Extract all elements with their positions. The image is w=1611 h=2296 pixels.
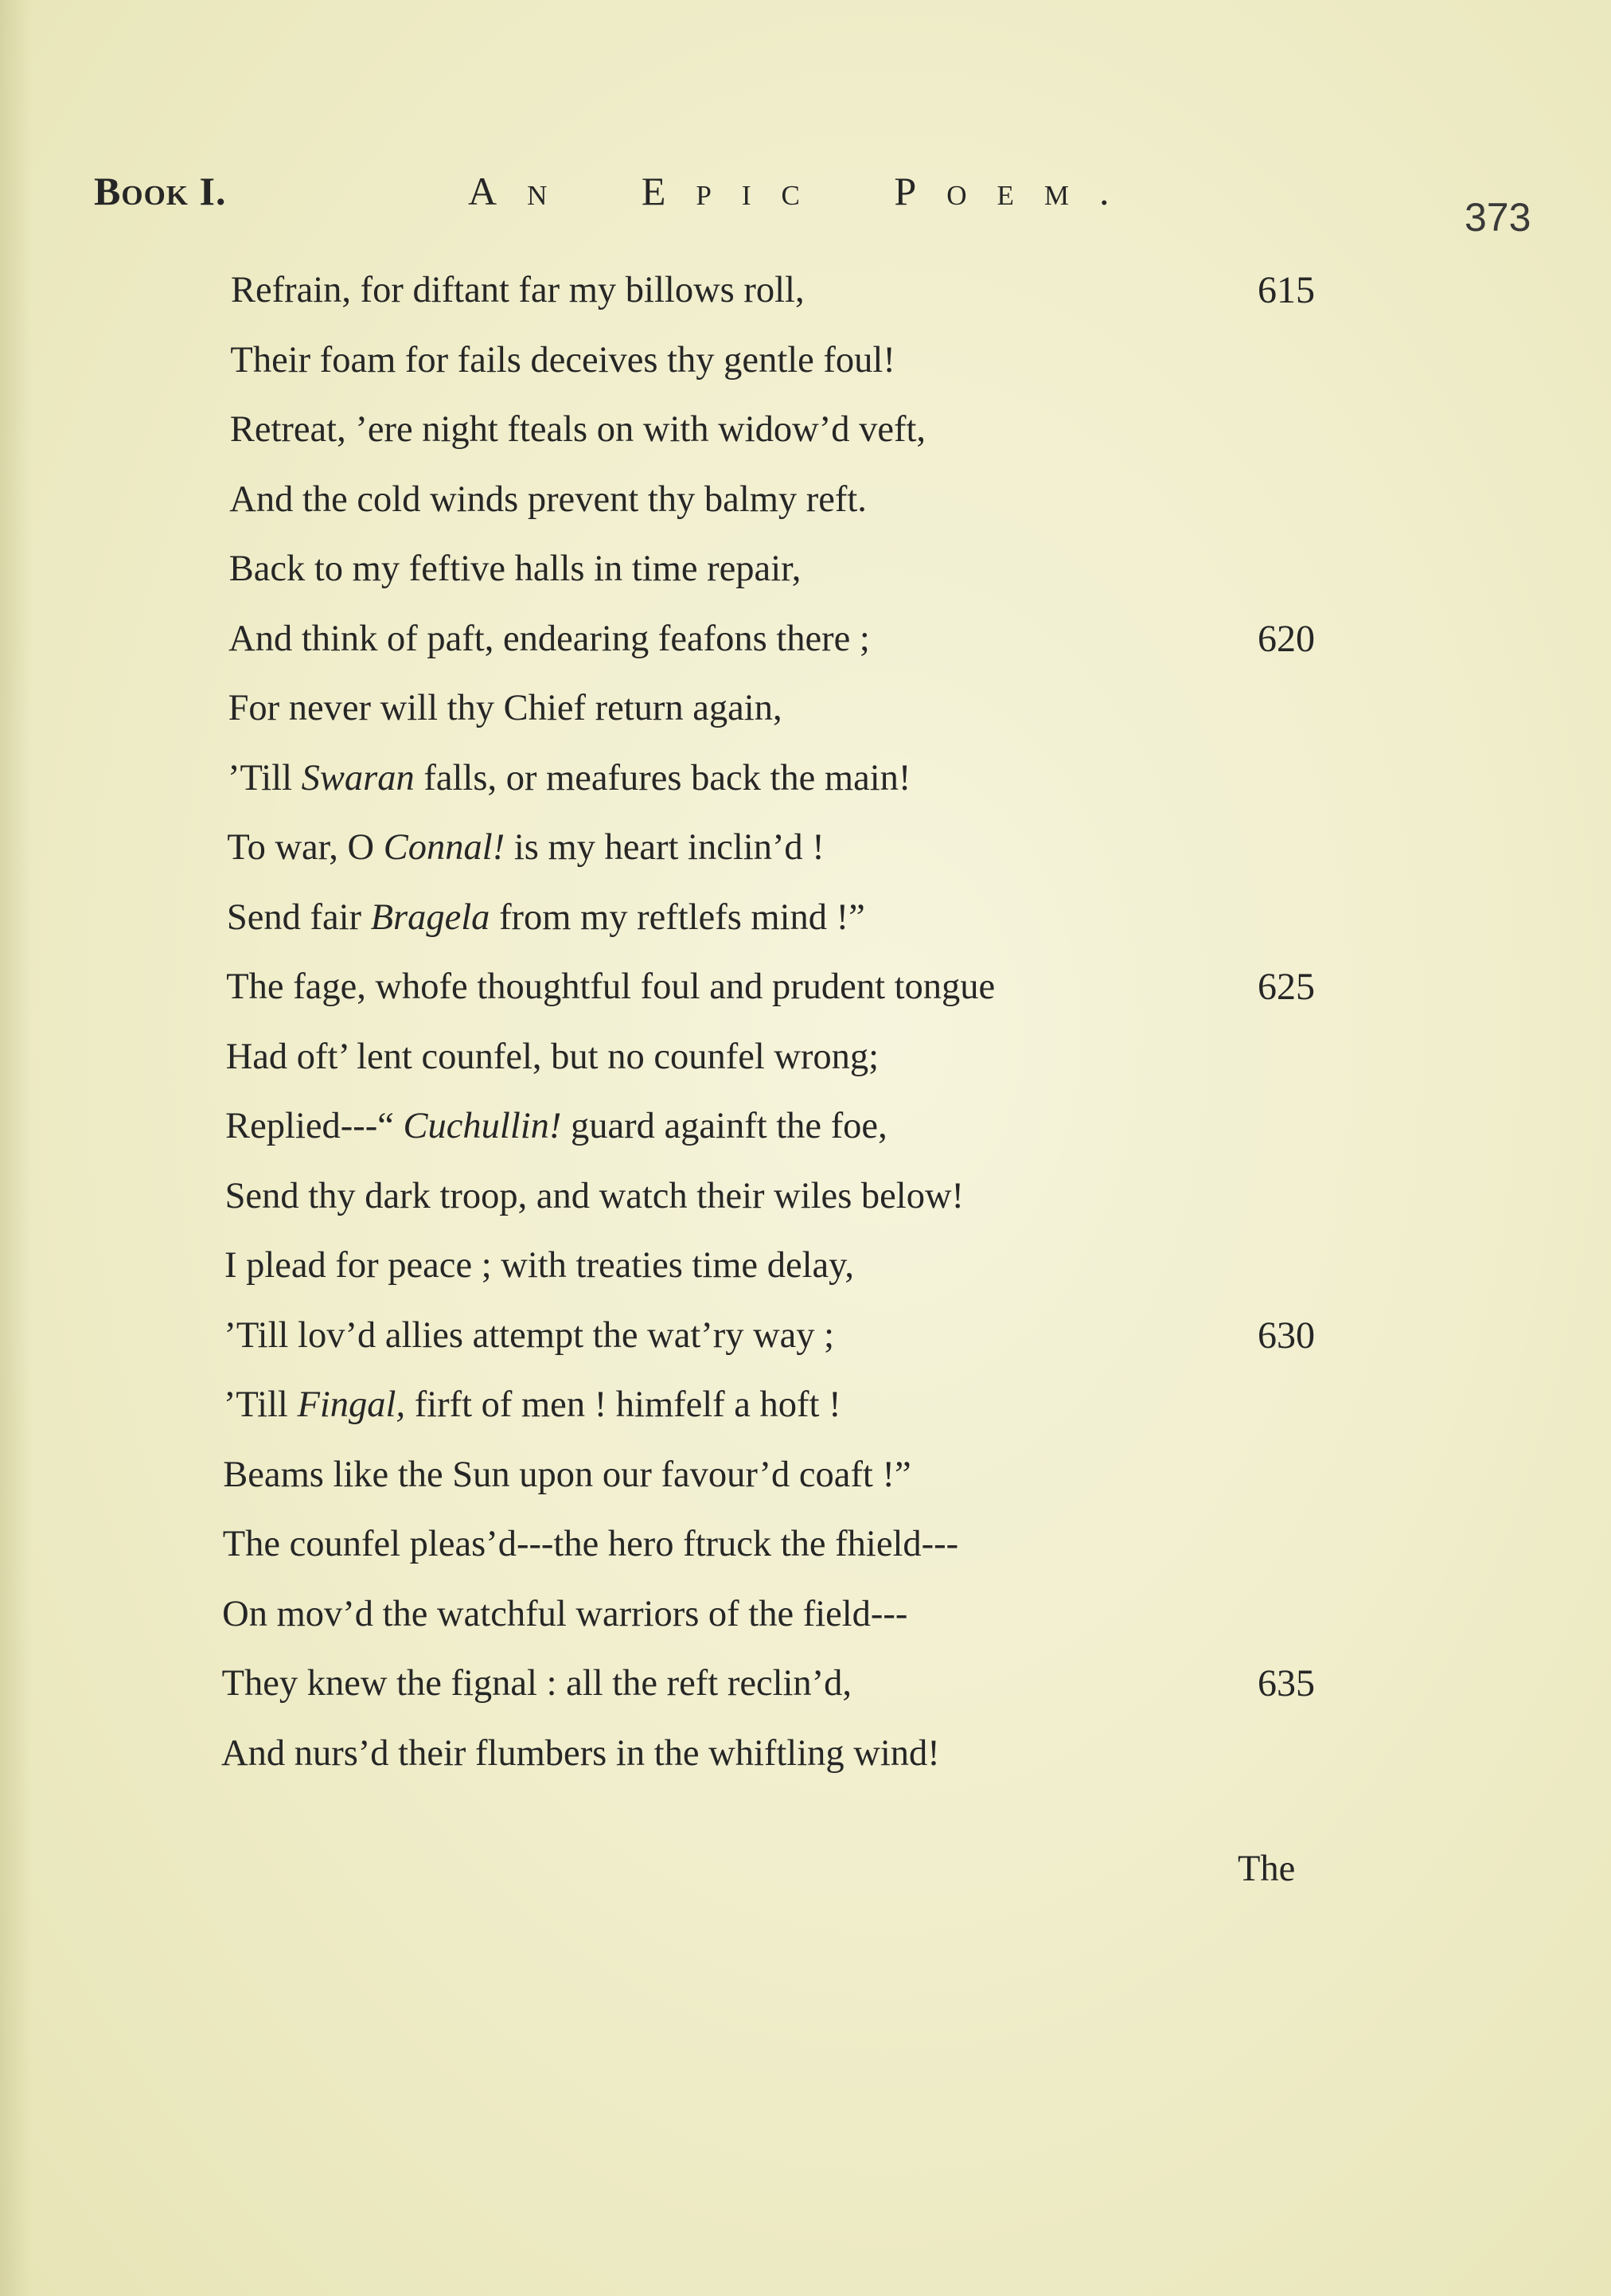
verse-segment: Retreat, ’ere night fteals on with widow’d veft, [229,409,926,450]
verse-italic-segment: Bragela [370,896,490,938]
running-head-title: An Epic Poem. [468,169,1140,213]
verse-segment: And the cold winds prevent thy balmy reft. [229,478,867,520]
running-head [94,163,1447,219]
verse-line [230,337,895,385]
line-number: 635 [1258,1662,1315,1704]
verse-segment: Had oft’ lent counfel, but no counfel wrong; [225,1036,880,1077]
verse-segment: ’Till [228,757,302,799]
running-head-book: Book I. [94,169,227,213]
verse-segment: On mov’d the watchful warriors of the field--- [222,1593,908,1634]
verse-segment: To war, O [227,827,384,868]
verse-segment: The counfel pleas’d---the hero ftruck the fhield--- [222,1524,959,1564]
verse-segment: guard againft the foe, [561,1106,887,1146]
verse-line [222,1660,852,1708]
verse-segment: I plead for peace ; with treaties time delay, [224,1245,854,1286]
verse-italic-segment: Fingal, [297,1384,406,1425]
verse-line [224,1381,841,1429]
verse-segment: Refrain, for diftant far my billows roll, [231,270,805,310]
verse-italic-segment: Swaran [301,757,415,799]
verse-segment: Back to my feftive halls in time repair, [228,549,802,589]
verse-line [229,476,867,524]
verse-line [225,1103,887,1150]
page-number: 373 [1465,195,1531,240]
verse-segment: Send thy dark troop, and watch their wiles below! [224,1175,965,1216]
line-number: 630 [1258,1314,1315,1357]
verse-segment: from my reftlefs mind !” [490,896,865,938]
verse-line [226,1033,879,1081]
verse-line [228,685,782,732]
verse-line [221,1730,940,1778]
verse-line [228,755,911,802]
verse-segment: firft of men ! himfelf a hoft ! [405,1384,841,1425]
verse-segment: They knew the fignal : all the reft reclin’d, [221,1663,852,1704]
verse-segment: And think of paft, endearing feafons there ; [228,618,870,659]
verse-line [230,406,926,454]
verse-segment: Replied---“ [225,1106,404,1146]
verse-line [222,1591,907,1638]
line-number: 615 [1258,269,1315,311]
verse-line [229,545,802,593]
verse-segment: falls, or meafures back the main! [414,757,911,799]
verse-line [223,1521,958,1568]
verse-line [228,615,870,663]
verse-italic-segment: Cuchullin! [403,1106,562,1146]
verse-segment: ’Till [223,1384,298,1425]
verse-line [223,1451,911,1499]
verse-line [227,894,865,942]
verse-line [227,824,824,872]
verse-line [224,1312,834,1360]
page-gutter-shadow [0,0,32,2296]
verse-segment: The fage, whofe thoughtful foul and prudent tongue [226,966,996,1007]
verse-line [231,267,805,314]
verse-italic-segment: Connal! [383,827,505,868]
verse-line [225,1173,964,1220]
verse-segment: Send fair [226,896,371,938]
verse-segment: And nurs’d their flumbers in the whiftling wind! [221,1732,940,1774]
catchword: The [1238,1849,1296,1889]
line-number: 620 [1258,617,1315,660]
verse-segment: For never will thy Chief return again, [228,688,782,728]
verse-line [224,1242,854,1290]
verse-segment: Their foam for fails deceives thy gentle foul! [230,339,895,381]
verse-segment: is my heart inclin’d ! [505,827,825,868]
verse-segment: Beams like the Sun upon our favour’d coaft !” [223,1454,911,1495]
verse-line [226,963,995,1011]
verse-segment: ’Till lov’d allies attempt the wat’ry way ; [224,1314,835,1356]
line-number: 625 [1258,966,1315,1008]
